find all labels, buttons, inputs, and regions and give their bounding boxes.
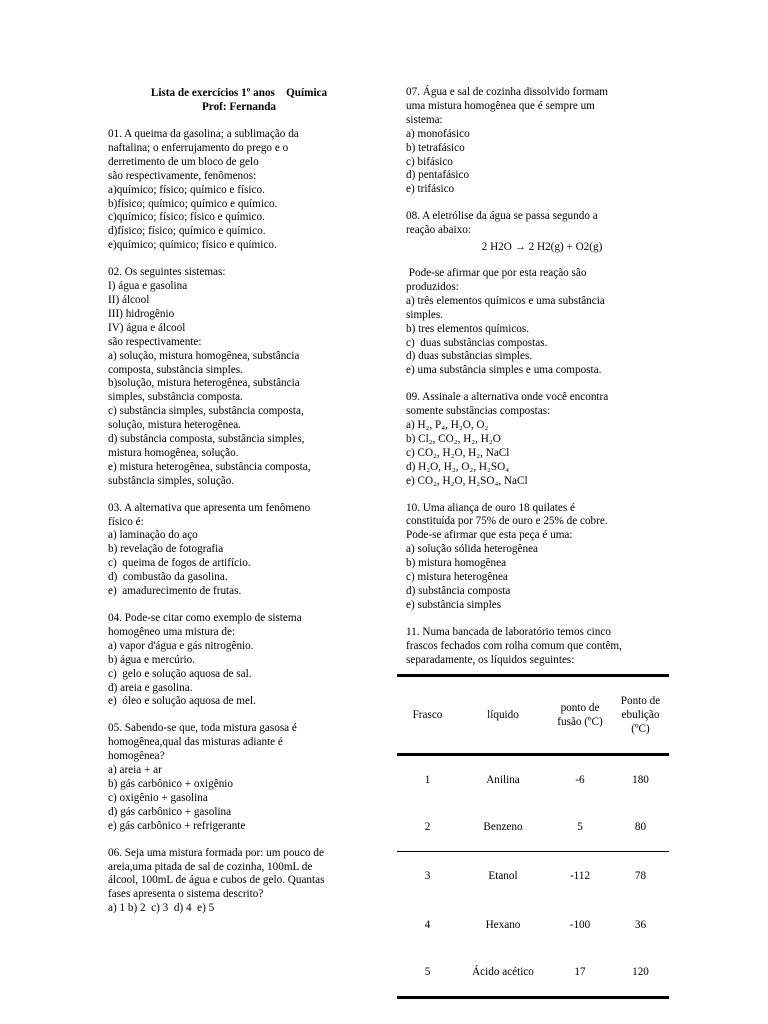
frasco-number: 1 [424, 773, 431, 786]
text-line: a) areia + ar [108, 764, 162, 777]
liquid-name: Etanol [488, 870, 518, 883]
text-line: c) duas substâncias compostas. [406, 336, 548, 349]
col-ebulicao: Ponto de ebulição (ºC) [612, 676, 669, 755]
text-line: III) hidrogênio [108, 307, 175, 320]
text-line: reação abaixo: [406, 224, 471, 237]
boiling-point: 80 [612, 803, 669, 852]
text-line: e) trifásico [406, 183, 455, 196]
text-line: a)químico; físico; químico e físico. [108, 183, 265, 196]
text-line: d) substância composta, substância simples, [108, 433, 305, 446]
text-line: substância simples, solução. [108, 474, 235, 487]
question-10 [406, 502, 668, 613]
text-line: homogêneo uma mistura de: [108, 625, 236, 638]
question-08-options [406, 267, 668, 378]
text-line: somente substâncias compostas: [406, 405, 551, 418]
text-line: c) CO₂, H₂O, H₂, NaCl [406, 446, 510, 459]
text-line: a) H₂, P₄, H₂O, O₂ [406, 419, 489, 432]
table-row [397, 755, 669, 804]
text-line: c) queima de fogos de artifício. [108, 557, 251, 570]
text-line: e) mistura heterogênea, substância composta, [108, 460, 311, 473]
text-line: b)solução, mistura heterogênea, substância [108, 377, 300, 390]
right-column [406, 86, 668, 668]
table-row [397, 949, 669, 998]
text-line: d) H₂O, H₂, O₂, H₂SO₄ [406, 460, 510, 473]
text-line: b) água e mercúrio. [108, 653, 195, 666]
text-line: sistema: [406, 113, 443, 126]
text-line: fases apresenta o sistema descrito? [108, 888, 264, 901]
text-line: e) óleo e solução aquosa de mel. [108, 695, 256, 708]
text-line: separadamente, os líquidos seguintes: [406, 653, 575, 666]
melting-point: 5 [548, 803, 612, 852]
question-11 [406, 626, 668, 668]
text-line: 10. Uma aliança de ouro 18 quilates é [406, 501, 575, 514]
text-line: 09. Assinale a alternativa onde você encontra [406, 391, 609, 404]
question-09-options [406, 419, 668, 489]
frasco-number: 4 [424, 918, 431, 931]
electrolysis-equation: 2 H2O → 2 H2(g) + O2(g) [481, 241, 603, 254]
text-line: areia,uma pitada de sal de cozinha, 100mL de [108, 860, 313, 873]
table-row [397, 803, 669, 852]
text-line: álcool, 100mL de água e cubos de gelo. Quantas [108, 874, 325, 887]
frasco-number: 5 [397, 949, 458, 998]
question-09-prompt [406, 391, 668, 419]
frasco-number: 3 [424, 870, 431, 883]
text-line: físico é: [108, 515, 144, 528]
melting-point: -100 [569, 918, 591, 931]
melting-point: -112 [569, 870, 591, 883]
liquid-name: Benzeno [458, 803, 548, 852]
text-line: e) CO₂, H₂O, H₂SO₄, NaCl [406, 474, 528, 487]
col-liquido: líquido [458, 676, 548, 755]
liquids-table [397, 674, 669, 999]
text-line: Pode-se afirmar que esta peça é uma: [406, 529, 573, 542]
text-line: uma mistura homogênea que é sempre um [406, 99, 595, 112]
text-line: d) duas substâncias simples. [406, 350, 533, 363]
text-line: e)químico; químico; físico e químico. [108, 239, 277, 252]
question-07 [406, 86, 668, 197]
boiling-point: 120 [612, 949, 669, 998]
text-line: d) gás carbônico + gasolina [108, 805, 232, 818]
text-line: e) substância simples [406, 598, 502, 611]
boiling-point: 78 [634, 870, 647, 883]
text-line: homogênea,qual das misturas adiante é [108, 736, 283, 749]
text-line: são respectivamente, fenômenos: [108, 169, 257, 182]
melting-point: -6 [575, 773, 585, 786]
text-line: 01. A queima da gasolina; a sublimação da [108, 128, 299, 140]
question-06 [108, 847, 370, 917]
text-line: mistura homogênea, solução. [108, 446, 239, 459]
liquid-name: Anilina [486, 773, 520, 786]
melting-point: 17 [548, 949, 612, 998]
text-line: d) pentafásico [406, 169, 470, 182]
text-line: c) oxigênio + gasolina [108, 791, 208, 804]
text-line: 11. Numa bancada de laboratório temos cinco [406, 625, 611, 638]
text-line: c) substância simples, substância composta, [108, 405, 304, 418]
list-title: Lista de exercícios 1º anos Química [150, 87, 328, 99]
question-01 [108, 128, 370, 253]
text-line: b) tres elementos químicos. [406, 322, 530, 335]
text-line: b)físico; químico; químico e químico. [108, 197, 278, 210]
question-09 [406, 391, 668, 488]
text-line: são respectivamente: [108, 335, 202, 348]
left-column [108, 86, 370, 929]
text-line: a) monofásico [406, 127, 470, 140]
text-line: b) Cl₂, CO₂, H₂, H₂O [406, 432, 501, 445]
text-line: 07. Água e sal de cozinha dissolvido formam [406, 86, 608, 98]
text-line: e) amadurecimento de frutas. [108, 585, 242, 598]
col-frasco: Frasco [397, 676, 458, 755]
question-08 [406, 210, 668, 378]
table-body [397, 755, 669, 998]
question-02 [108, 266, 370, 489]
text-line: d) areia e gasolina. [108, 681, 193, 694]
text-line: Pode-se afirmar que por esta reação são [406, 266, 587, 279]
question-05 [108, 722, 370, 833]
text-line: derretimento de um bloco de gelo [108, 155, 259, 168]
text-line: b) gás carbônico + oxigênio [108, 777, 233, 790]
text-line: simples. [406, 308, 443, 321]
text-line: homogênea? [108, 750, 165, 763]
text-line: a) vapor d'água e gás nitrogênio. [108, 639, 254, 652]
question-04 [108, 612, 370, 709]
text-line: c) bifásico [406, 155, 453, 168]
text-line: constituída por 75% de ouro e 25% de cobre. [406, 515, 608, 528]
text-line: I) água e gasolina [108, 280, 188, 293]
text-line: d) substância composta [406, 585, 511, 597]
text-line: d) combustão da gasolina. [108, 571, 228, 584]
text-line: solução, mistura heterogênea. [108, 419, 241, 432]
table-row [397, 900, 669, 949]
text-line: frascos fechados com rolha comum que contêm, [406, 639, 622, 652]
text-line: composta, substância simples. [108, 363, 243, 376]
boiling-point: 180 [632, 773, 649, 786]
liquid-name: Hexano [485, 918, 521, 931]
document-header [108, 86, 370, 114]
boiling-point: 36 [634, 918, 647, 931]
text-line: simples, substância composta. [108, 391, 243, 404]
text-line: 06. Seja uma mistura formada por: um pouco de [108, 846, 324, 859]
text-line: d)físico; físico; químico e químico. [108, 225, 266, 238]
text-line: a) laminação do aço [108, 529, 198, 542]
table-row [397, 852, 669, 901]
text-line: II) álcool [108, 293, 150, 306]
text-line: e) gás carbônico + refrigerante [108, 819, 246, 832]
text-line: c) gelo e solução aquosa de sal. [108, 667, 252, 680]
text-line: a) solução, mistura homogênea, substância [108, 349, 300, 362]
text-line: a) solução sólida heterogênea [406, 543, 539, 556]
frasco-number: 2 [397, 803, 458, 852]
text-line: 05. Sabendo-se que, toda mistura gasosa é [108, 722, 297, 735]
text-line: c)químico; físico; físico e químico. [108, 211, 265, 224]
text-line: b) tetrafásico [406, 141, 465, 154]
table-header-row [397, 676, 669, 755]
teacher-name: Prof: Fernanda [201, 101, 277, 113]
text-line: 04. Pode-se citar como exemplo de sistema [108, 612, 302, 624]
text-line: IV) água e álcool [108, 321, 186, 334]
text-line: 03. A alternativa que apresenta um fenômeno [108, 501, 311, 514]
text-line: c) mistura heterogênea [406, 571, 508, 584]
question-03 [108, 502, 370, 599]
text-line: a) 1 b) 2 c) 3 d) 4 e) 5 [108, 902, 215, 915]
text-line: b) mistura homogênea [406, 557, 507, 570]
text-line: e) uma substância simples e uma composta. [406, 364, 602, 377]
text-line: produzidos: [406, 280, 459, 293]
text-line: b) revelação de fotografia [108, 543, 224, 556]
text-line: 02. Os seguintes sistemas: [108, 266, 226, 279]
liquid-name: Ácido acético [458, 949, 548, 998]
text-line: naftalina; o enferrujamento do prego e o [108, 141, 289, 154]
text-line: 08. A eletrólise da água se passa segundo a [406, 210, 598, 223]
question-08-intro [406, 210, 668, 238]
col-fusao: ponto de fusão (ºC) [548, 676, 612, 755]
text-line: a) três elementos químicos e uma substância [406, 294, 605, 307]
